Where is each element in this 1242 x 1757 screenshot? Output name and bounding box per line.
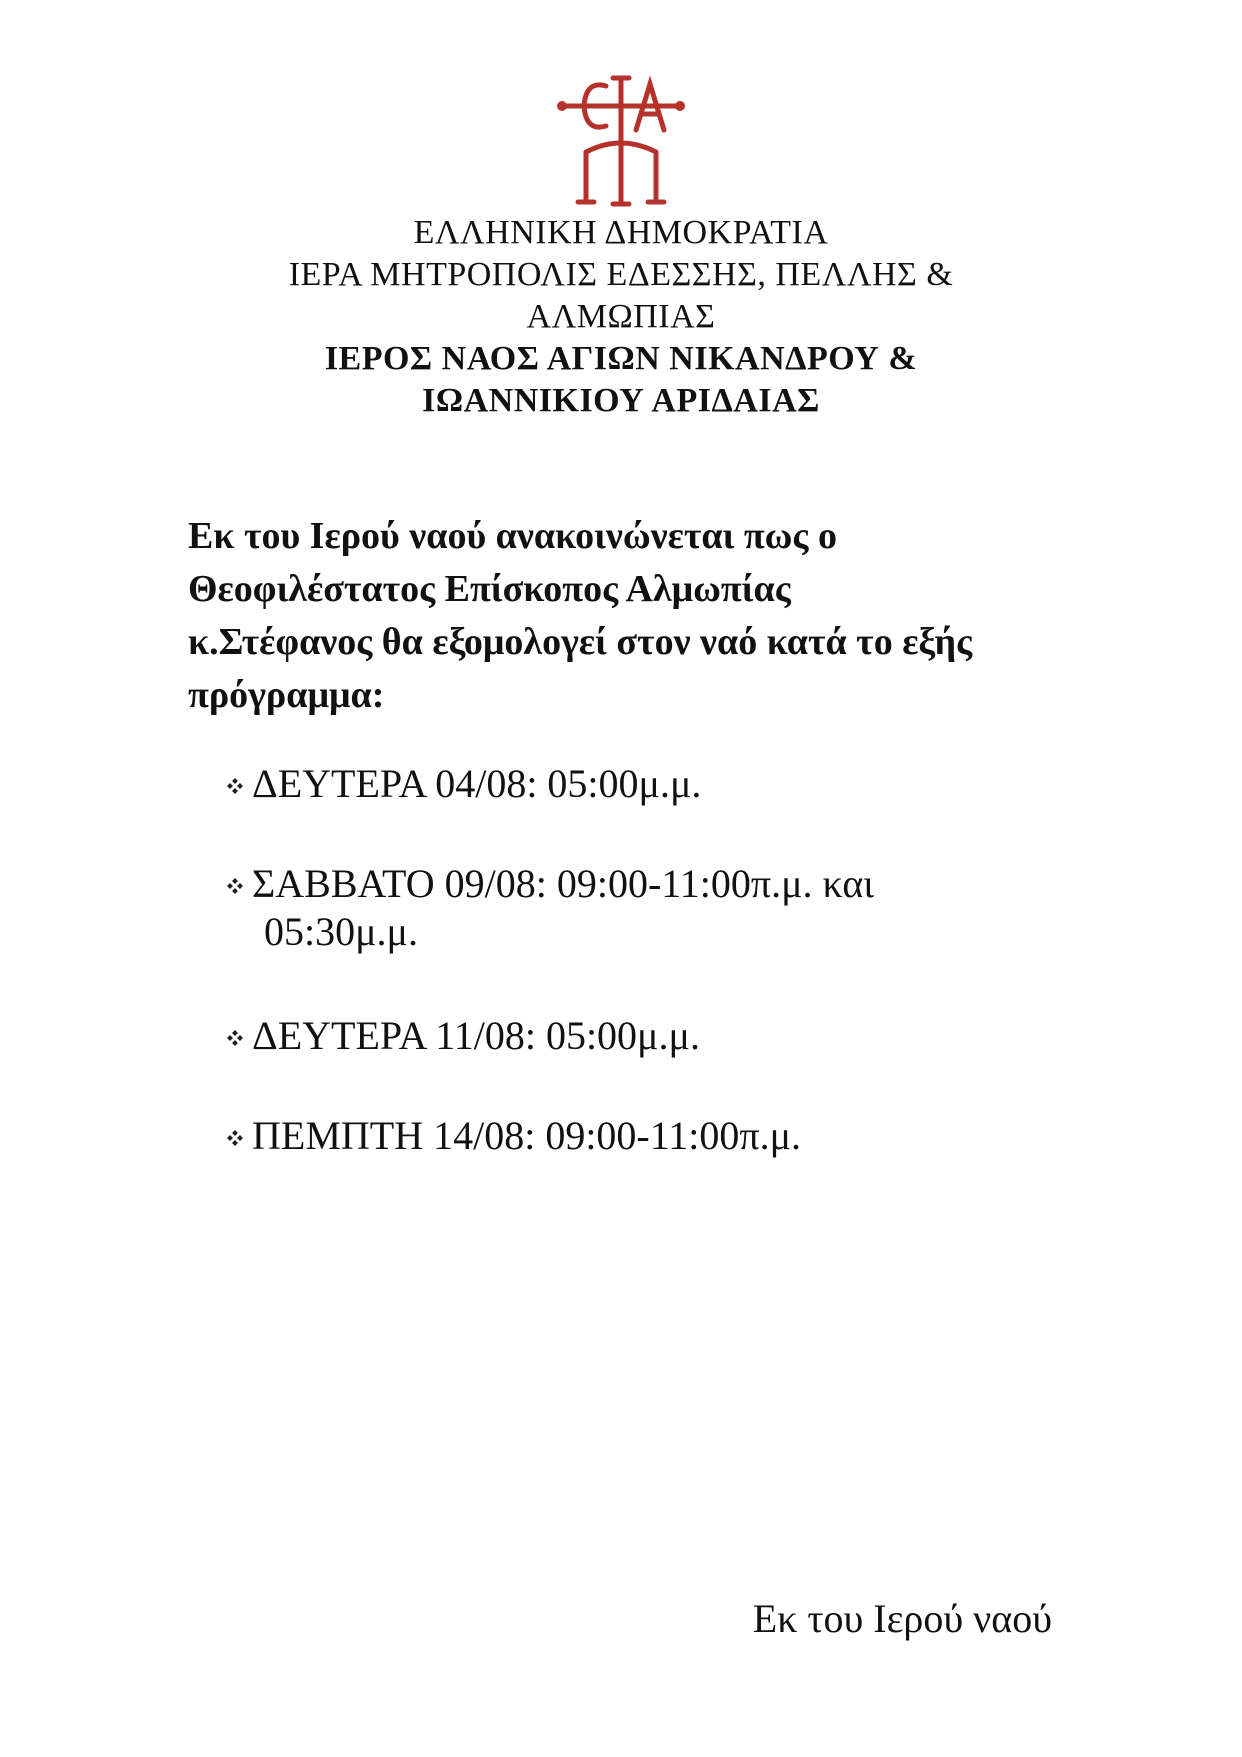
schedule-item-text: ΔΕΥΤΕΡΑ 04/08: 05:00μ.μ. — [252, 761, 702, 806]
announcement-intro — [188, 510, 1068, 722]
diamond-bullet-icon — [226, 777, 244, 795]
header-metropolis-cont: ΑΛΜΩΠΙΑΣ — [526, 298, 716, 335]
header-republic: ΕΛΛΗΝΙΚΗ ΔΗΜΟΚΡΑΤΙΑ — [413, 214, 829, 251]
confession-schedule-list — [226, 760, 1026, 1160]
intro-line: πρόγραμμα: — [188, 674, 385, 716]
schedule-item — [226, 760, 1026, 808]
header-church-name: ΙΕΡΟΣ ΝΑΟΣ ΑΓΙΩΝ ΝΙΚΑΝΔΡΟΥ & — [324, 340, 918, 377]
header-church-name-cont: ΙΩΑΝΝΙΚΙΟΥ ΑΡΙΔΑΙΑΣ — [422, 382, 820, 419]
schedule-item — [226, 1012, 1026, 1060]
signature: Εκ του Ιερού ναού — [752, 1596, 1052, 1641]
schedule-item-text: ΠΕΜΠΤΗ 14/08: 09:00-11:00π.μ. — [252, 1113, 802, 1158]
intro-line: Εκ του Ιερού ναού ανακοινώνεται πως ο — [188, 515, 837, 557]
schedule-item-text: ΣΑΒΒΑΤΟ 09/08: 09:00-11:00π.μ. και — [252, 861, 875, 906]
intro-line: κ.Στέφανος θα εξομολογεί στον ναό κατά το εξής — [188, 621, 973, 663]
letterhead — [0, 212, 1242, 422]
schedule-item-text-cont: 05:30μ.μ. — [264, 909, 419, 954]
schedule-item-text: ΔΕΥΤΕΡΑ 11/08: 05:00μ.μ. — [252, 1013, 700, 1058]
diamond-bullet-icon — [226, 877, 244, 895]
diamond-bullet-icon — [226, 1029, 244, 1047]
diamond-bullet-icon — [226, 1129, 244, 1147]
metropolis-emblem-logo — [556, 72, 686, 208]
header-metropolis: ΙΕΡΑ ΜΗΤΡΟΠΟΛΙΣ ΕΔΕΣΣΗΣ, ΠΕΛΛΗΣ & — [288, 256, 954, 293]
intro-line: Θεοφιλέστατος Επίσκοπος Αλμωπίας — [188, 568, 791, 610]
schedule-item — [226, 1112, 1026, 1160]
schedule-item — [226, 860, 1026, 956]
